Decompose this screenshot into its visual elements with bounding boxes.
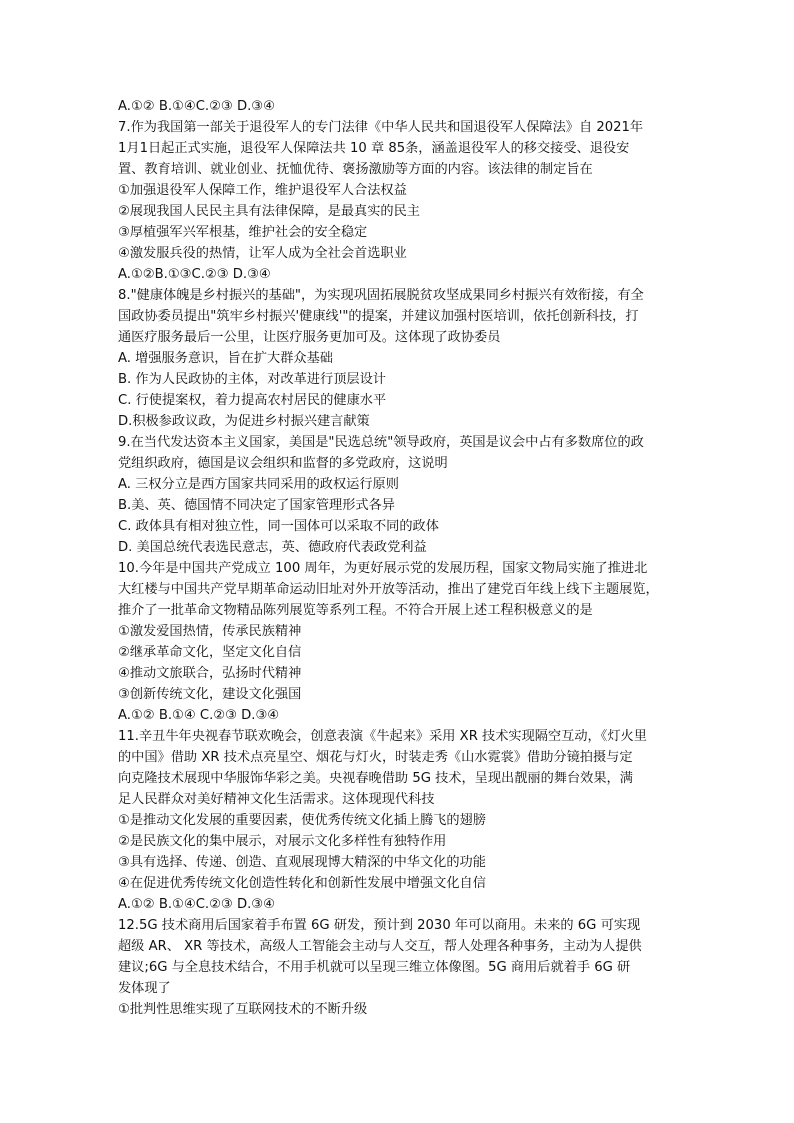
question-9-stem: 党组织政府，德国是议会组织和监督的多党政府，这说明 (118, 456, 448, 471)
question-11-answers: A.①② B.①④C.②③ D.③④ (118, 897, 275, 912)
question-10-option-1: ①激发爱国热情，传承民族精神 (118, 624, 302, 639)
question-9-option-d: D. 美国总统代表选民意志，英、德政府代表政党利益 (118, 540, 427, 555)
question-11-option-3: ③具有选择、传递、创造、直观展现博大精深的中华文化的功能 (118, 855, 486, 870)
question-11-option-2: ②是民族文化的集中展示，对展示文化多样性有独特作用 (118, 834, 447, 849)
question-8-option-a: A. 增强服务意识，旨在扩大群众基础 (118, 351, 333, 366)
question-10-answers: A.①② B.①④ C.②③ D.③④ (118, 708, 280, 723)
question-12-stem: 超级 AR、 XR 等技术，高级人工智能会主动与人交互，帮人处理各种事务，主动为人提供 (118, 939, 642, 954)
question-11-option-1: ①是推动文化发展的重要因素，使优秀传统文化插上腾飞的翅膀 (118, 813, 486, 828)
question-8-option-b: B. 作为人民政协的主体，对改革进行顶层设计 (118, 372, 386, 387)
question-10-option-3: ③创新传统文化，建设文化强国 (118, 687, 302, 702)
question-12-stem: 发体现了 (118, 981, 171, 996)
question-11-stem: 11.辛丑牛年央视春节联欢晚会，创意表演《牛起来》采用 XR 技术实现隔空互动，《灯火里 (118, 729, 647, 744)
question-11-stem: 足人民群众对美好精神文化生活需求。这体现现代科技 (118, 792, 435, 807)
question-7-stem: 7.作为我国第一部关于退役军人的专门法律《中华人民共和国退役军人保障法》自 2021年 (118, 120, 644, 135)
question-8-stem: 8."健康体魄是乡村振兴的基础"，为实现巩固拓展脱贫攻坚成果同乡村振兴有效衔接，有全 (118, 288, 644, 303)
question-7-option-1: ①加强退役军人保障工作，维护退役军人合法权益 (118, 183, 407, 198)
question-12-option-1: ①批判性思维实现了互联网技术的不断升级 (118, 1002, 368, 1017)
question-12-stem: 12.5G 技术商用后国家着手布置 6G 研发，预计到 2030 年可以商用。未来的 6G 可实现 (118, 918, 641, 933)
question-10-option-4: ④推动文旅联合，弘扬时代精神 (118, 666, 302, 681)
question-11-option-4: ④在促进优秀传统文化创造性转化和创新性发展中增强文化自信 (118, 876, 486, 891)
question-9-stem: 9.在当代发达资本主义国家，美国是"民选总统"领导政府，英国是议会中占有多数席位的政 (118, 435, 644, 450)
question-7-answers: A.①②B.①③C.②③ D.③④ (118, 267, 271, 282)
question-8-stem: 通医疗服务最后一公里，让医疗服务更加可及。这体现了政协委员 (118, 330, 501, 345)
question-10-stem: 推介了一批革命文物精品陈列展览等系列工程。不符合开展上述工程积极意义的是 (118, 603, 593, 618)
question-9-option-a: A. 三权分立是西方国家共同采用的政权运行原则 (118, 477, 399, 492)
question-9-option-c: C. 政体具有相对独立性，同一国体可以采取不同的政体 (118, 519, 439, 534)
answer-options-q6: A.①② B.①④C.②③ D.③④ (118, 99, 275, 114)
exam-page (118, 96, 684, 1020)
question-8-stem: 国政协委员提出"筑牢乡村振兴'健康线'"的提案，并建议加强村医培训，依托创新科技，打 (118, 309, 639, 324)
question-10-option-2: ②继承革命文化，坚定文化自信 (118, 645, 302, 660)
question-7-option-4: ④激发服兵役的热情，让军人成为全社会首选职业 (118, 246, 407, 261)
question-7-option-2: ②展现我国人民民主具有法律保障，是最真实的民主 (118, 204, 420, 219)
question-8-option-c: C. 行使提案权，着力提高农村居民的健康水平 (118, 393, 387, 408)
question-7-stem: 1月1日起正式实施，退役军人保障法共 10 章 85条，涵盖退役军人的移交接受、退役安 (118, 141, 630, 156)
question-8-option-d: D.积极参政议政，为促进乡村振兴建言献策 (118, 414, 370, 429)
question-9-option-b: B.美、英、德国情不同决定了国家管理形式各异 (118, 498, 395, 513)
question-11-stem: 向克隆技术展现中华服饰华彩之美。央视春晚借助 5G 技术，呈现出靓丽的舞台效果，满 (118, 771, 633, 786)
question-7-stem: 置、教育培训、就业创业、抚恤优待、褒扬激励等方面的内容。该法律的制定旨在 (118, 162, 593, 177)
question-7-option-3: ③厚植强军兴军根基，维护社会的安全稳定 (118, 225, 368, 240)
question-10-stem: 大红楼与中国共产党早期革命运动旧址对外开放等活动，推出了建党百年线上线下主题展览， (118, 582, 659, 597)
question-10-stem: 10.今年是中国共产党成立 100 周年，为更好展示党的发展历程，国家文物局实施了推进北 (118, 561, 648, 576)
question-11-stem: 的中国》借助 XR 技术点亮星空、烟花与灯火，时装走秀《山水霓裳》借助分镜拍摄与定 (118, 750, 633, 765)
question-12-stem: 建议;6G 与全息技术结合，不用手机就可以呈现三维立体像图。5G 商用后就着手 6G 研 (118, 960, 631, 975)
